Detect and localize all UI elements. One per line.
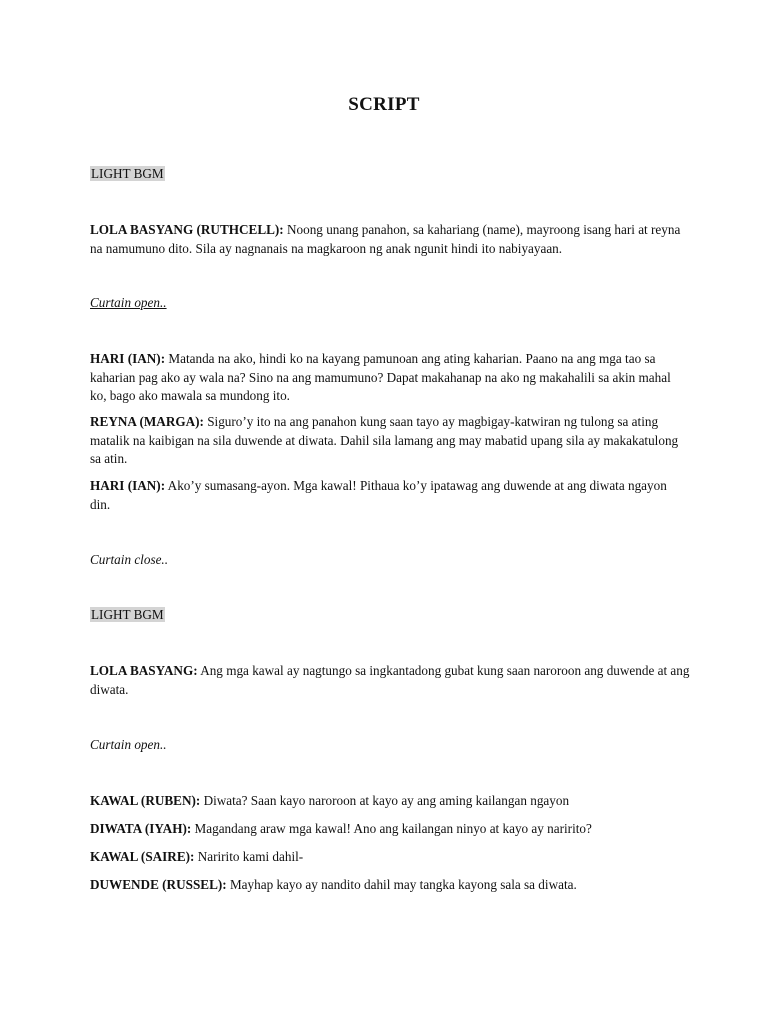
dialogue-text: Magandang araw mga kawal! Ano ang kailangan ninyo at kayo ay naririto? — [194, 821, 592, 836]
speaker-label: HARI (IAN): — [90, 351, 166, 366]
stage-direction-text: Curtain open.. — [90, 737, 167, 752]
dialogue-text: Noong unang panahon, sa kahariang (name), mayroong isang hari at reyna na namumuno dito. Sila ay nagnanais na magkaroon ng anak ngunit hindi ito nabiyayaan. — [90, 222, 681, 256]
dialogue-diwata — [90, 820, 690, 839]
dialogue-text: Ang mga kawal ay nagtungo sa ingkantadong gubat kung saan naroroon ang duwende at ang diwata. — [90, 663, 690, 697]
cue-light-bgm-2 — [90, 606, 690, 625]
stage-direction-text: Curtain open.. — [90, 295, 167, 310]
stage-direction-text: Curtain close.. — [90, 552, 169, 567]
dialogue-kawal-ruben — [90, 792, 690, 811]
speaker-label: DUWENDE (RUSSEL): — [90, 877, 227, 892]
stage-direction-curtain-close — [90, 551, 690, 570]
dialogue-text: Matanda na ako, hindi ko na kayang pamunoan ang ating kaharian. Paano na ang mga tao sa kaharian pag ako ay wala na? Sino na ang mamumuno? Dapat makahanap na ako ng makahalili sa akin mahal ko, bago ako mawala sa mundong ito. — [90, 351, 671, 403]
stage-direction-curtain-open-2 — [90, 736, 690, 755]
cue-text: LIGHT BGM — [91, 166, 164, 181]
dialogue-hari-1 — [90, 350, 690, 406]
cue-text: LIGHT BGM — [91, 607, 164, 622]
speaker-label: REYNA (MARGA): — [90, 414, 204, 429]
dialogue-text: Siguro’y ito na ang panahon kung saan tayo ay magbigay-katwiran ng tulong sa ating matalik na kaibigan na sila duwende at diwata. Dahil sila lamang ang may mabatid upang sila ay makakatulong sa atin. — [90, 414, 679, 466]
dialogue-text: Ako’y sumasang-ayon. Mga kawal! Pithaua ko’y ipatawag ang duwende at ang diwata ngayon din. — [90, 478, 667, 512]
speaker-label: KAWAL (SAIRE): — [90, 849, 195, 864]
dialogue-text: Diwata? Saan kayo naroroon at kayo ay ang aming kailangan ngayon — [203, 793, 570, 808]
cue-light-bgm-1 — [90, 165, 690, 184]
dialogue-text: Naririto kami dahil- — [197, 849, 304, 864]
speaker-label: KAWAL (RUBEN): — [90, 793, 201, 808]
speaker-label: DIWATA (IYAH): — [90, 821, 192, 836]
dialogue-hari-2 — [90, 477, 690, 514]
speaker-label: HARI (IAN): — [90, 478, 166, 493]
speaker-label: LOLA BASYANG (RUTHCELL): — [90, 222, 284, 237]
dialogue-text: Mayhap kayo ay nandito dahil may tangka kayong sala sa diwata. — [229, 877, 577, 892]
dialogue-duwende — [90, 876, 690, 895]
dialogue-lola-basyang-1 — [90, 221, 690, 258]
page-title: SCRIPT — [348, 94, 420, 115]
dialogue-lola-basyang-2 — [90, 662, 690, 699]
speaker-label: LOLA BASYANG: — [90, 663, 198, 678]
dialogue-kawal-saire — [90, 848, 690, 867]
stage-direction-curtain-open-1 — [90, 294, 690, 313]
dialogue-reyna — [90, 413, 690, 469]
